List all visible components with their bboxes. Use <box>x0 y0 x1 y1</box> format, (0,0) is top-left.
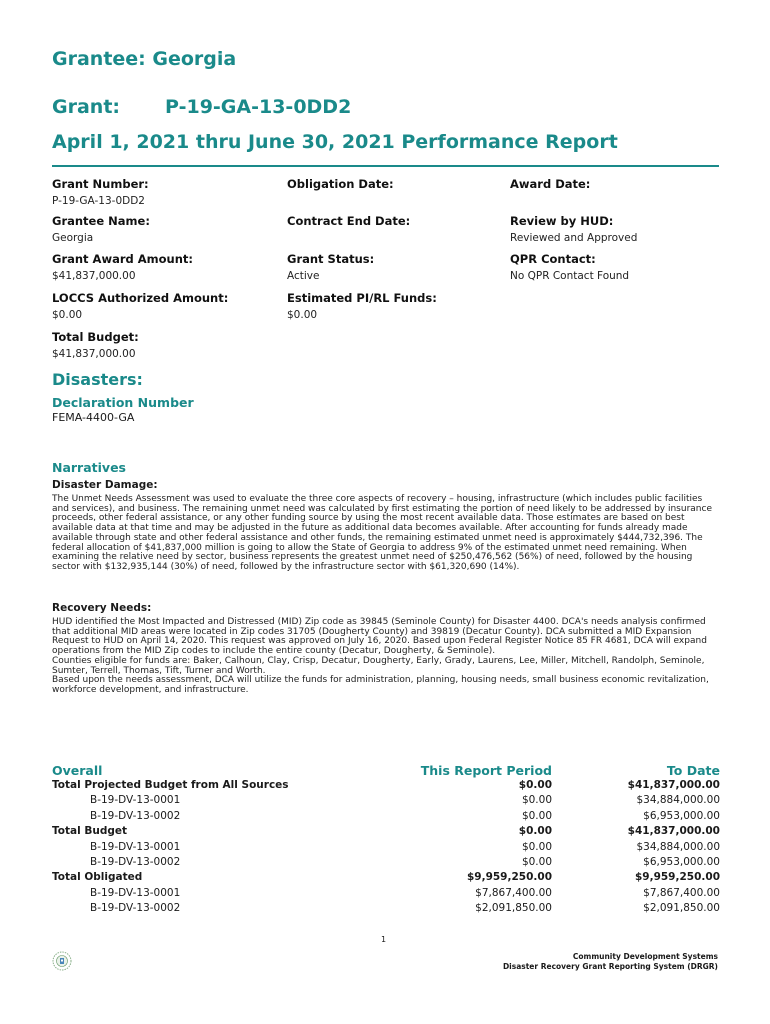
row-period-value: $0.00 <box>518 779 552 791</box>
table-row <box>52 871 720 886</box>
footer-line-1: Community Development Systems <box>572 952 718 961</box>
declaration-number-label: Declaration Number <box>52 395 194 410</box>
field-total-budget <box>52 330 139 360</box>
field-value: Georgia <box>52 232 94 244</box>
table-row <box>52 794 720 809</box>
declaration-number-value: FEMA-4400-GA <box>52 411 135 424</box>
field-label: Contract End Date: <box>287 214 411 228</box>
table-row <box>52 810 720 825</box>
row-label: B-19-DV-13-0002 <box>90 809 181 822</box>
header-report-period: This Report Period <box>420 763 552 778</box>
field-label: Estimated PI/RL Funds: <box>287 291 437 305</box>
row-todate-value: $6,953,000.00 <box>643 809 720 822</box>
row-period-value: $0.00 <box>521 794 552 807</box>
row-period-value: $2,091,850.00 <box>475 902 552 915</box>
disasters-heading: Disasters: <box>52 370 143 389</box>
field-grant-status <box>287 252 374 282</box>
field-review-by-hud <box>510 214 637 244</box>
row-period-value: $0.00 <box>521 809 552 822</box>
table-row <box>52 825 720 840</box>
field-label: Grantee Name: <box>52 214 150 228</box>
table-row <box>52 887 720 902</box>
disaster-damage-text: The Unmet Needs Assessment was used to evaluate the three core aspects of recovery – housing, infrastructure (which includes public facilities and services), and business. The remaining unmet need was calculated by first estimating the portion of need likely to be addressed by insurance proceeds, other federal assistance, or any other funding source by using the most recent available data. Those estimates are based on best available data at that time and may be adjusted in the future as additional data becomes available. After accounting for funds already made available through state and other federal assistance and other funds, the remaining estimated unmet need is approximately $444,732,396. The federal allocation of $41,837,000 million is going to allow the State of Georgia to address 9% of the estimated unmet need remaining. When examining the relative need by sector, business represents the greatest unmet need of $250,476,562 (56%) of need, followed by the housing sector with $132,935,144 (30%) of need, followed by the infrastructure sector with $61,320,690 (14%). <box>52 494 712 572</box>
row-todate-value: $9,959,250.00 <box>634 871 720 884</box>
field-value: P-19-GA-13-0DD2 <box>52 195 145 207</box>
field-label: Award Date: <box>510 177 591 191</box>
row-label: B-19-DV-13-0002 <box>90 902 181 915</box>
field-loccs-amount <box>52 291 228 321</box>
row-label: Total Obligated <box>52 871 143 884</box>
field-grant-award-amount <box>52 252 193 282</box>
narratives-heading: Narratives <box>52 460 126 475</box>
field-obligation-date <box>287 177 394 195</box>
row-period-value: $0.00 <box>521 855 552 868</box>
row-label: B-19-DV-13-0001 <box>90 794 181 807</box>
recovery-needs-heading: Recovery Needs: <box>52 602 152 614</box>
row-todate-value: $34,884,000.00 <box>636 840 720 853</box>
grant-label: Grant: <box>52 96 120 118</box>
footer <box>503 952 718 972</box>
field-label: Review by HUD: <box>510 214 614 228</box>
table-row <box>52 841 720 856</box>
field-value: $0.00 <box>52 309 83 321</box>
header-overall: Overall <box>52 763 103 778</box>
field-qpr-contact <box>510 252 629 282</box>
field-label: LOCCS Authorized Amount: <box>52 291 229 305</box>
row-period-value: $0.00 <box>521 840 552 853</box>
row-label: B-19-DV-13-0002 <box>90 855 181 868</box>
table-row <box>52 779 720 794</box>
field-label: Grant Award Amount: <box>52 252 194 266</box>
disaster-damage-heading: Disaster Damage: <box>52 479 158 491</box>
field-award-date <box>510 177 590 195</box>
row-todate-value: $34,884,000.00 <box>636 794 720 807</box>
row-todate-value: $41,837,000.00 <box>627 825 720 838</box>
recovery-paragraph: Counties eligible for funds are: Baker, Calhoun, Clay, Crisp, Decatur, Dougherty, Early, Grady, Laurens, Lee, Miller, Mitchell, Randolph, Seminole, Sumter, Terrell, Thomas, Tift, Turner and Worth. <box>52 655 705 676</box>
field-value: No QPR Contact Found <box>510 270 630 282</box>
hud-seal-icon <box>52 951 72 971</box>
row-label: B-19-DV-13-0001 <box>90 840 181 853</box>
table-body <box>52 779 720 918</box>
recovery-needs-text <box>52 618 712 696</box>
field-value: $0.00 <box>287 309 318 321</box>
field-value: $41,837,000.00 <box>52 270 136 282</box>
grant-heading <box>52 96 352 118</box>
field-contract-end-date <box>287 214 410 232</box>
recovery-paragraph: Based upon the needs assessment, DCA will utilize the funds for administration, planning, housing needs, small business economic revitalization, workforce development, and infrastructure. <box>52 675 709 695</box>
field-label: Obligation Date: <box>287 177 394 191</box>
table-row <box>52 856 720 871</box>
title-divider <box>52 165 719 167</box>
row-label: Total Budget <box>52 825 127 838</box>
row-todate-value: $41,837,000.00 <box>627 779 720 791</box>
table-row <box>52 902 720 917</box>
field-value: Active <box>287 270 320 282</box>
field-grantee-name <box>52 214 150 244</box>
page-number: 1 <box>381 935 387 944</box>
row-todate-value: $7,867,400.00 <box>643 886 720 899</box>
row-todate-value: $6,953,000.00 <box>643 855 720 868</box>
footer-line-2: Disaster Recovery Grant Reporting System (DRGR) <box>502 962 718 971</box>
row-period-value: $0.00 <box>518 825 552 838</box>
field-pi-rl-funds <box>287 291 437 321</box>
row-todate-value: $2,091,850.00 <box>643 902 720 915</box>
grant-number-heading: P-19-GA-13-0DD2 <box>165 96 352 118</box>
field-value: Reviewed and Approved <box>510 232 638 244</box>
field-label: Grant Status: <box>287 252 375 266</box>
field-label: Grant Number: <box>52 177 149 191</box>
field-label: Total Budget: <box>52 330 139 344</box>
header-to-date: To Date <box>666 763 720 778</box>
row-label: Total Projected Budget from All Sources <box>52 779 289 791</box>
recovery-paragraph: HUD identified the Most Impacted and Distressed (MID) Zip code as 39845 (Seminole County) for Disaster 4400. DCA's needs analysis confirmed that additional MID areas were located in Zip codes 31705 (Dougherty County) and 39819 (Decatur County). DCA submitted a MID Expansion Request to HUD on April 14, 2020. This request was approved on July 16, 2020. Based upon Federal Register Notice 85 FR 4681, DCA will expand operations from the MID Zip codes to include the entire county (Decatur, Dougherty, & Seminole). <box>52 617 707 657</box>
report-title: April 1, 2021 thru June 30, 2021 Performance Report <box>52 131 618 153</box>
row-label: B-19-DV-13-0001 <box>90 886 181 899</box>
budget-table <box>52 763 720 918</box>
grantee-heading: Grantee: Georgia <box>52 48 237 70</box>
table-header <box>52 763 720 779</box>
field-grant-number <box>52 177 149 207</box>
field-label: QPR Contact: <box>510 252 596 266</box>
field-value: $41,837,000.00 <box>52 348 136 360</box>
row-period-value: $9,959,250.00 <box>466 871 552 884</box>
row-period-value: $7,867,400.00 <box>475 886 552 899</box>
